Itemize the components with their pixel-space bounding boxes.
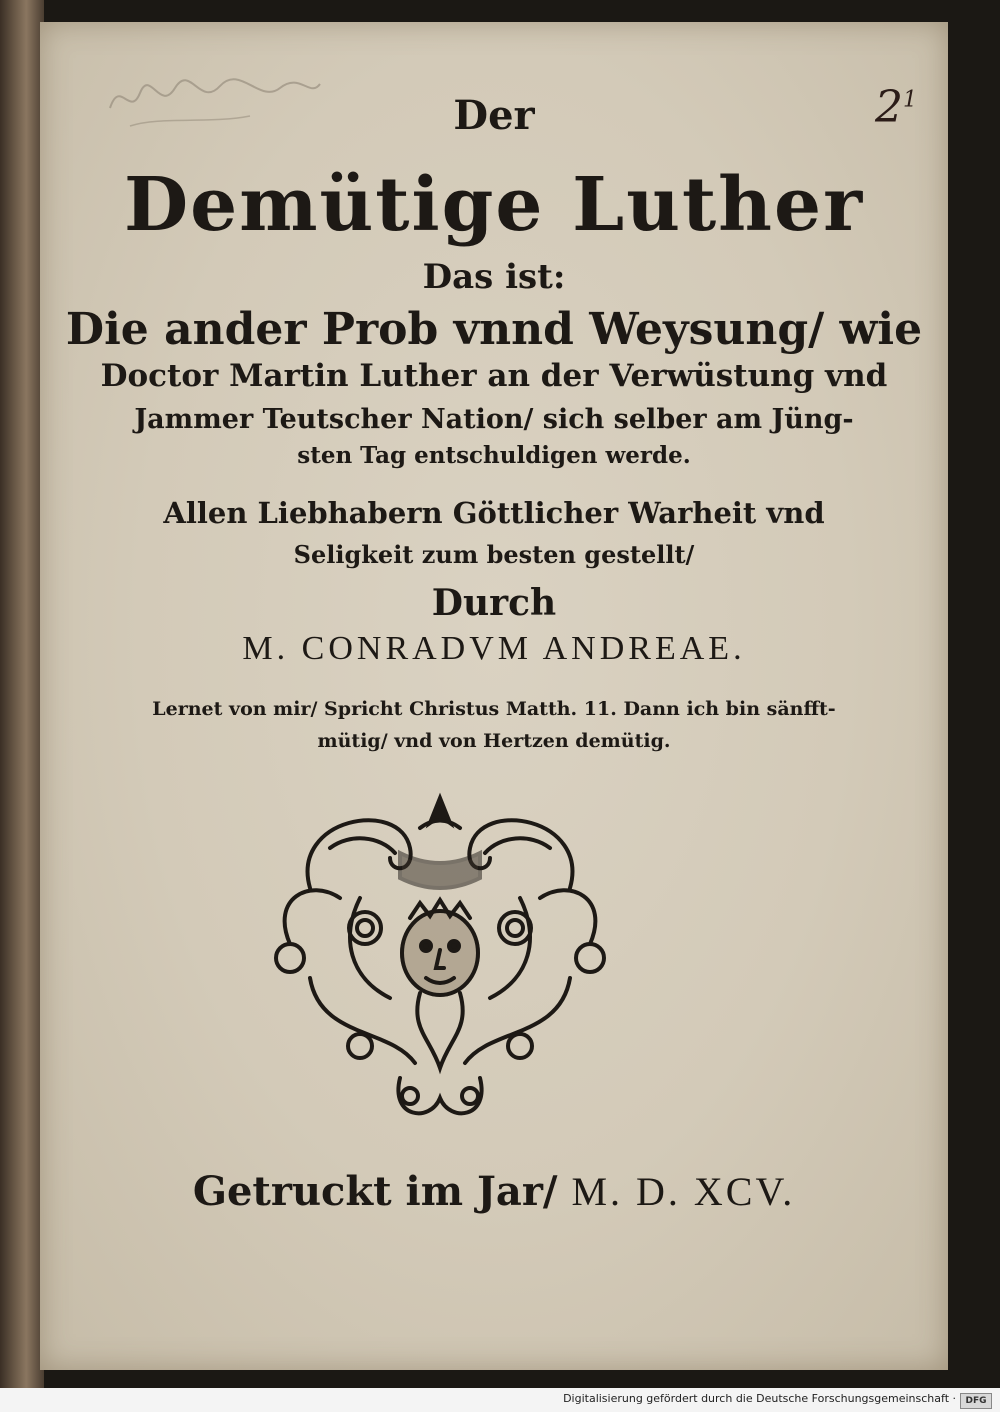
footer-bar	[0, 1388, 1000, 1412]
dedication-line-2: Seligkeit zum besten gestellt/	[293, 540, 695, 569]
dedication-line-1: Allen Liebhabern Göttlicher Warheit vnd	[163, 496, 825, 530]
title-das-ist: Das ist:	[422, 257, 566, 297]
imprint-year: M. D. XCV.	[571, 1169, 796, 1214]
imprint-text: Getruckt im Jar/	[192, 1168, 558, 1215]
title-der: Der	[453, 92, 535, 139]
subtitle-line-2: Doctor Martin Luther an der Verwüstung vnd	[100, 358, 888, 394]
imprint	[40, 1168, 948, 1215]
motto-line-1: Lernet von mir/ Spricht Christus Matth. 11. Dann ich bin sänfft-	[152, 698, 836, 720]
shelf-mark-number: 2	[875, 82, 903, 133]
motto-line-2: mütig/ vnd von Hertzen demütig.	[317, 730, 671, 752]
printer-ornament-mask	[250, 778, 630, 1128]
subtitle-line-1: Die ander Prob vnnd Weysung/ wie	[65, 304, 923, 355]
shelf-mark-superscript: 1	[903, 87, 917, 113]
subtitle-line-4: sten Tag entschuldigen werde.	[297, 442, 691, 469]
byline-durch: Durch	[431, 582, 557, 624]
author-name: M. CONRADVM ANDREAE.	[242, 630, 746, 667]
title-main: Demütige Luther	[123, 162, 865, 248]
footer-funding-note: Digitalisierung gefördert durch die Deutsche Forschungsgemeinschaft ·	[563, 1392, 956, 1405]
book-spine	[0, 0, 44, 1388]
title-page	[40, 22, 948, 1370]
subtitle-line-3: Jammer Teutscher Nation/ sich selber am Jüng-	[134, 404, 854, 435]
dfg-logo-icon: DFG	[960, 1393, 992, 1409]
